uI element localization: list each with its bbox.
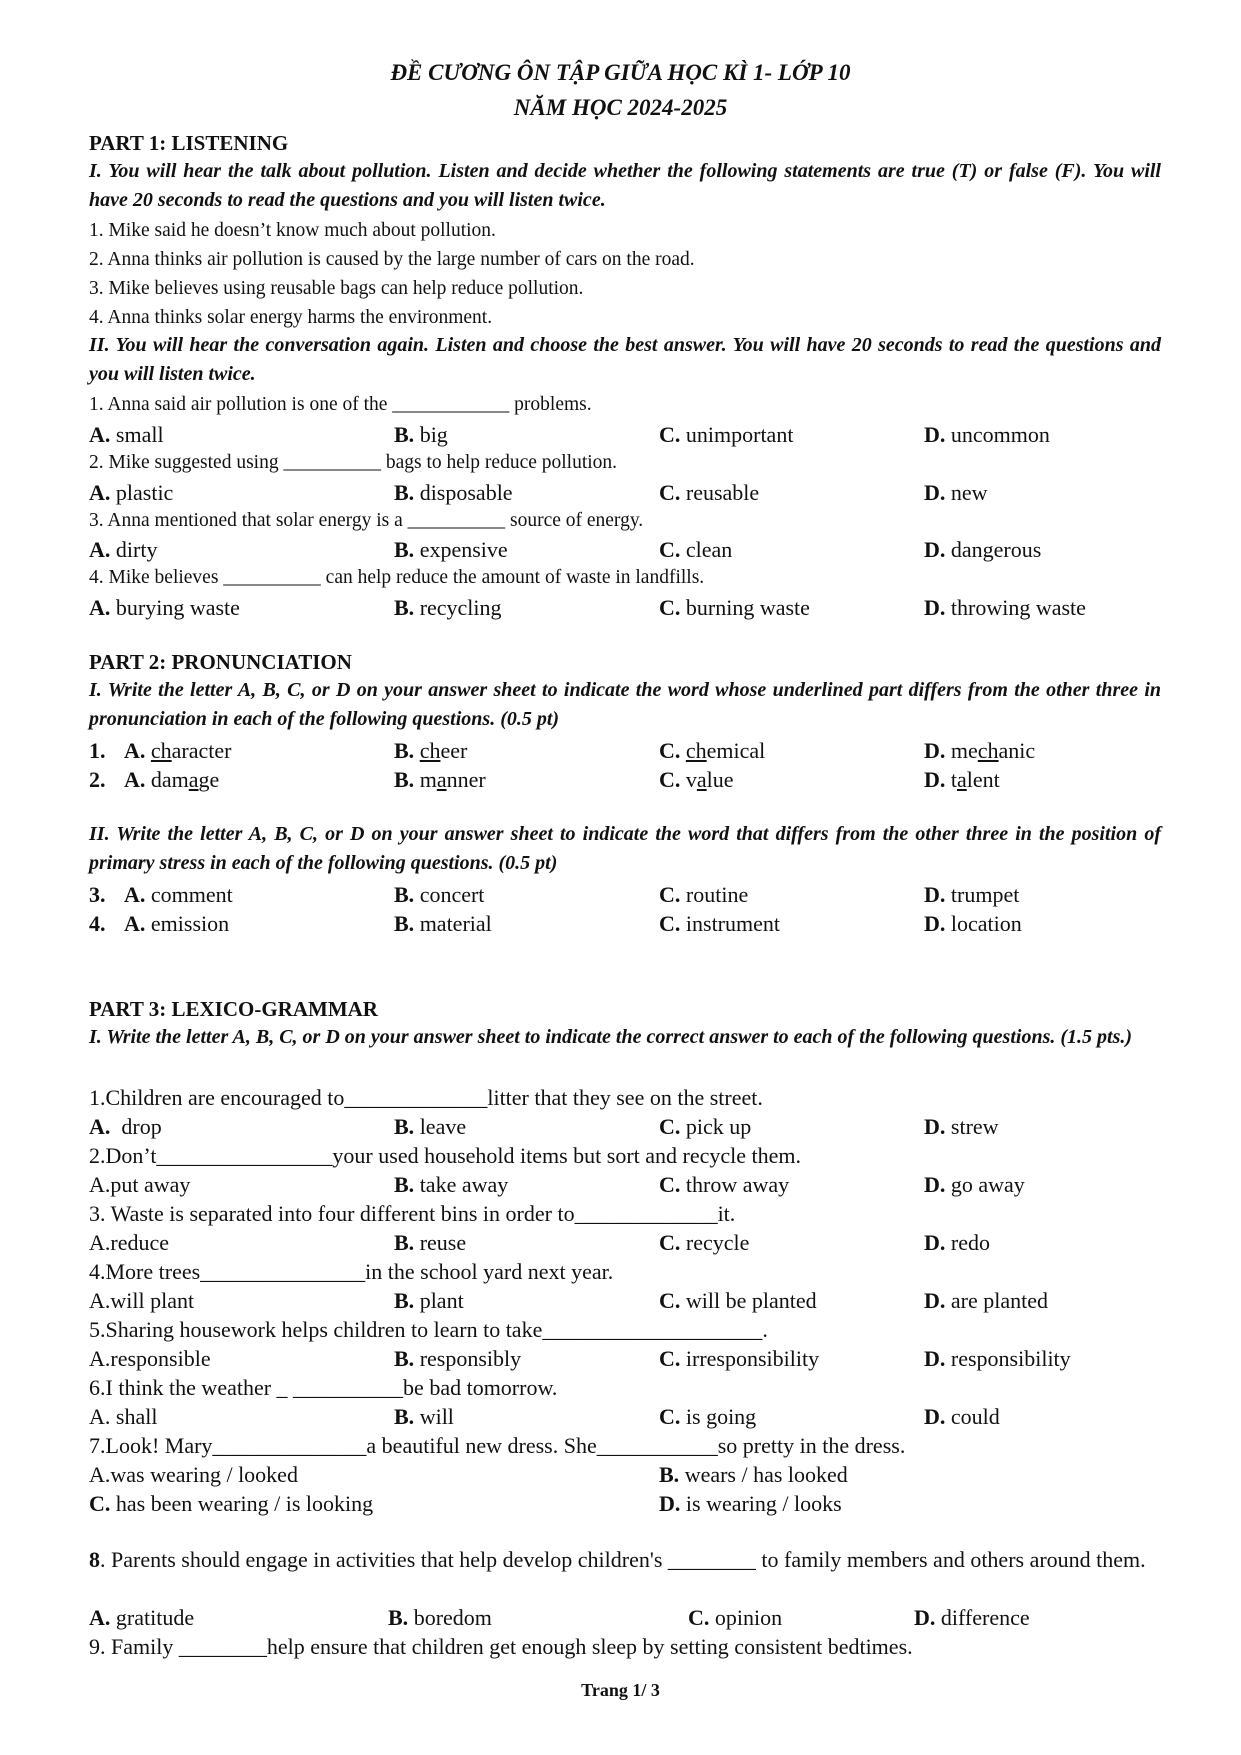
option-a: A.reduce (89, 1230, 170, 1255)
option-d: D. throwing waste (924, 595, 1086, 620)
statement-4: 4. Anna thinks solar energy harms the environment. (89, 307, 493, 328)
option-c: C. value (659, 767, 734, 792)
option-b: B. expensive (394, 537, 508, 562)
option-a: A.put away (89, 1172, 191, 1197)
grammar-question-3: 3. Waste is separated into four different bins in order to_____________it. (89, 1201, 736, 1226)
statement-1: 1. Mike said he doesn’t know much about pollution. (89, 220, 496, 241)
option-a: A. plastic (89, 480, 174, 505)
option-b: B. plant (394, 1288, 464, 1313)
part1-sec2-instruction: II. You will hear the conversation again. Listen and choose the best answer. You will have 20 seconds to read the questions and you will listen twice. (89, 334, 1161, 385)
option-d: D. new (924, 480, 988, 505)
grammar-question-5: 5.Sharing housework helps children to learn to take____________________. (89, 1317, 768, 1342)
option-a: A. gratitude (89, 1605, 195, 1630)
listening-question-1: 1. Anna said air pollution is one of the ____________ problems. (89, 394, 592, 415)
pron-q2-number: 2. (89, 767, 106, 792)
option-c: C. has been wearing / is looking (89, 1491, 374, 1516)
part1-heading: PART 1: LISTENING (89, 131, 289, 155)
option-a: A.was wearing / looked (89, 1462, 298, 1487)
option-a: A. drop (89, 1114, 162, 1139)
option-b: B. wears / has looked (659, 1462, 848, 1487)
grammar-question-8: 8. Parents should engage in activities that help develop children's ________ to family members and others around them. (89, 1547, 1146, 1572)
option-b: B. boredom (388, 1605, 492, 1630)
listening-question-4: 4. Mike believes __________ can help reduce the amount of waste in landfills. (89, 567, 705, 588)
grammar-question-4: 4.More trees_______________in the school yard next year. (89, 1259, 614, 1284)
option-c: C. recycle (659, 1230, 750, 1255)
option-b: B. concert (394, 882, 485, 907)
option-d: D. could (924, 1404, 1000, 1429)
part2-heading: PART 2: PRONUNCIATION (89, 650, 352, 674)
option-a: A. burying waste (89, 595, 240, 620)
document-title: ĐỀ CƯƠNG ÔN TẬP GIỮA HỌC KÌ 1- LỚP 10 (390, 60, 851, 85)
option-b: B. recycling (394, 595, 502, 620)
part3-instruction: I. Write the letter A, B, C, or D on your answer sheet to indicate the correct answer to each of the following questions. (1.5 pts.) (89, 1026, 1133, 1048)
option-c: C. burning waste (659, 595, 810, 620)
option-c: C. irresponsibility (659, 1346, 820, 1371)
option-b: B. material (394, 911, 492, 936)
option-b: B. disposable (394, 480, 513, 505)
option-a: A. emission (124, 911, 230, 936)
part3-heading: PART 3: LEXICO-GRAMMAR (89, 997, 378, 1021)
option-d: D. difference (914, 1605, 1030, 1630)
option-c: C. clean (659, 537, 733, 562)
option-d: D. location (924, 911, 1022, 936)
option-d: D. go away (924, 1172, 1025, 1197)
pron-q1-number: 1. (89, 738, 106, 763)
option-d: D. uncommon (924, 422, 1050, 447)
part2-sec1-instruction: I. Write the letter A, B, C, or D on your answer sheet to indicate the word whose underlined part differs from the other three in pronunciation in each of the following questions. (0.5 pt) (89, 679, 1161, 730)
grammar-question-7: 7.Look! Mary______________a beautiful new dress. She___________so pretty in the dress. (89, 1433, 906, 1458)
option-d: D. mechanic (924, 738, 1036, 763)
stress-q3-number: 3. (89, 882, 106, 907)
option-b: B. cheer (394, 738, 468, 763)
option-a: A. dirty (89, 537, 158, 562)
option-b: B. take away (394, 1172, 509, 1197)
option-c: C. pick up (659, 1114, 752, 1139)
option-b: B. will (394, 1404, 454, 1429)
grammar-question-1: 1.Children are encouraged to_____________litter that they see on the street. (89, 1085, 763, 1110)
option-d: D. is wearing / looks (659, 1491, 842, 1516)
option-b: B. responsibly (394, 1346, 522, 1371)
option-a: A. comment (124, 882, 233, 907)
option-b: B. reuse (394, 1230, 467, 1255)
grammar-question-9: 9. Family ________help ensure that children get enough sleep by setting consistent bedtimes. (89, 1634, 913, 1659)
option-c: C. routine (659, 882, 749, 907)
part1-sec1-instruction: I. You will hear the talk about pollution. Listen and decide whether the following statements are true (T) or false (F). You will have 20 seconds to read the questions and you will listen twice. (89, 160, 1161, 211)
option-c: C. chemical (659, 738, 766, 763)
option-a: A. character (124, 738, 232, 763)
option-b: B. big (394, 422, 448, 447)
page-number: Trang 1/ 3 (581, 1680, 660, 1700)
listening-question-2: 2. Mike suggested using __________ bags to help reduce pollution. (89, 452, 618, 473)
option-d: D. talent (924, 767, 1000, 792)
option-c: C. unimportant (659, 422, 794, 447)
option-a: A.will plant (89, 1288, 195, 1313)
grammar-question-6: 6.I think the weather _ __________be bad tomorrow. (89, 1375, 558, 1400)
option-a: A. damage (124, 767, 220, 792)
option-d: D. trumpet (924, 882, 1020, 907)
option-c: C. opinion (688, 1605, 783, 1630)
option-c: C. is going (659, 1404, 757, 1429)
part2-sec2-instruction: II. Write the letter A, B, C, or D on your answer sheet to indicate the word that differs from the other three in the position of primary stress in each of the following questions. (0.5 pt) (89, 823, 1161, 874)
option-d: D. strew (924, 1114, 999, 1139)
option-b: B. leave (394, 1114, 467, 1139)
option-a: A. small (89, 422, 164, 447)
option-b: B. manner (394, 767, 486, 792)
listening-question-3: 3. Anna mentioned that solar energy is a __________ source of energy. (89, 510, 644, 531)
statement-2: 2. Anna thinks air pollution is caused by the large number of cars on the road. (89, 249, 695, 270)
stress-q4-number: 4. (89, 911, 106, 936)
option-c: C. will be planted (659, 1288, 817, 1313)
option-d: D. responsibility (924, 1346, 1071, 1371)
grammar-question-2: 2.Don’t________________your used household items but sort and recycle them. (89, 1143, 802, 1168)
statement-3: 3. Mike believes using reusable bags can help reduce pollution. (89, 278, 584, 299)
option-a: A. shall (89, 1404, 158, 1429)
option-a: A.responsible (89, 1346, 211, 1371)
option-d: D. redo (924, 1230, 990, 1255)
option-c: C. instrument (659, 911, 780, 936)
option-d: D. are planted (924, 1288, 1048, 1313)
option-d: D. dangerous (924, 537, 1042, 562)
school-year: NĂM HỌC 2024-2025 (513, 95, 728, 120)
option-c: C. throw away (659, 1172, 790, 1197)
option-c: C. reusable (659, 480, 760, 505)
